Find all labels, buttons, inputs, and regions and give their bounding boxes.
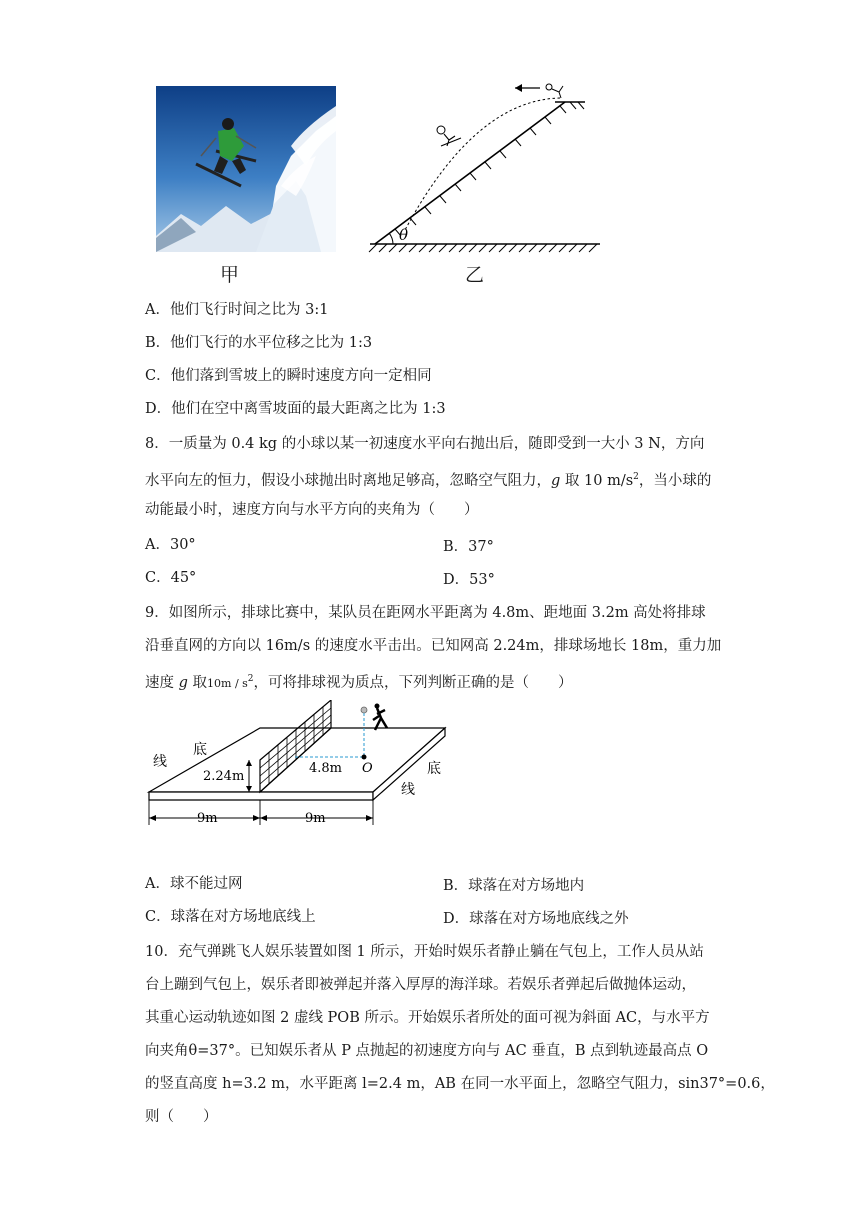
theta-label: θ — [399, 226, 409, 244]
q9-stem-line3: 速度 g 取$10m / s^2$，可将排球视为质点，下列判断正确的是（ ） — [145, 674, 573, 691]
q8-stem-line1: 8．一质量为 0.4 kg 的小球以某一初速度水平向右抛出后，随即受到一大小 3 N，方向 — [145, 436, 705, 452]
q10-line4: 向夹角θ=37°。已知娱乐者从 P 点抛起的初速度方向与 AC 垂直，B 点到轨迹最高点 O — [145, 1043, 709, 1059]
q10-line6: 则（ ） — [145, 1109, 218, 1125]
label-bottomline-left-2: 线 — [153, 754, 167, 770]
q8-stem-line3: 动能最小时，速度方向与水平方向的夹角为（ ） — [145, 502, 479, 518]
label-half-left: 9m — [197, 811, 218, 826]
figure-caption-jia: 甲 — [220, 264, 240, 286]
q8-option-a: A．30° — [145, 537, 196, 553]
q9-option-d: D．球落在对方场地底线之外 — [443, 911, 629, 927]
q7-option-b: B．他们飞行的水平位移之比为 1:3 — [145, 335, 373, 351]
q9-option-b: B．球落在对方场地内 — [443, 878, 585, 894]
q10-line1: 10．充气弹跳飞人娱乐装置如图 1 所示，开始时娱乐者静止躺在气包上，工作人员从站 — [145, 944, 704, 960]
label-point-o: O — [362, 761, 373, 776]
q10-line5: 的竖直高度 h=3.2 m，水平距离 l=2.4 m，AB 在同一水平面上，忽略空气阻力，sin37°=0.6， — [145, 1076, 775, 1092]
q8-option-d: D．53° — [443, 572, 495, 588]
q7-option-d: D．他们在空中离雪坡面的最大距离之比为 1:3 — [145, 401, 446, 417]
label-half-right: 9m — [305, 811, 326, 826]
slope-diagram — [365, 80, 605, 260]
q7-option-a: A．他们飞行时间之比为 3:1 — [145, 302, 329, 318]
q8-option-b: B．37° — [443, 539, 494, 555]
q10-line3: 其重心运动轨迹如图 2 虚线 POB 所示。开始娱乐者所处的面可视为斜面 AC，与水平方 — [145, 1010, 710, 1026]
q9-option-a: A．球不能过网 — [145, 876, 243, 892]
ski-jump-figure — [150, 80, 600, 290]
q9-stem-line2: 沿垂直网的方向以 16m/s 的速度水平击出。已知网高 2.24m，排球场地长 18m，重力加 — [145, 638, 722, 654]
figure-caption-yi: 乙 — [465, 264, 485, 286]
volleyball-court-figure — [145, 700, 455, 835]
label-bottomline-right-1: 底 — [427, 761, 441, 777]
q7-option-c: C．他们落到雪坡上的瞬时速度方向一定相同 — [145, 368, 432, 384]
label-bottomline-left-1: 底 — [193, 742, 207, 758]
q10-line2: 台上蹦到气包上，娱乐者即被弹起并落入厚厚的海洋球。若娱乐者弹起后做抛体运动， — [145, 977, 696, 993]
q8-stem-line2: 水平向左的恒力，假设小球抛出时离地足够高，忽略空气阻力，g 取 10 $m/s^2$，当小球的 — [145, 472, 712, 489]
q9-option-c: C．球落在对方场地底线上 — [145, 909, 316, 925]
label-bottomline-right-2: 线 — [401, 782, 415, 798]
q9-stem-line1: 9．如图所示，排球比赛中，某队员在距网水平距离为 4.8m、距地面 3.2m 高处将排球 — [145, 605, 706, 621]
label-distance: 4.8m — [309, 761, 343, 776]
label-net-height: 2.24m — [203, 769, 245, 784]
skier-photo — [156, 86, 336, 252]
q8-option-c: C．45° — [145, 570, 197, 586]
